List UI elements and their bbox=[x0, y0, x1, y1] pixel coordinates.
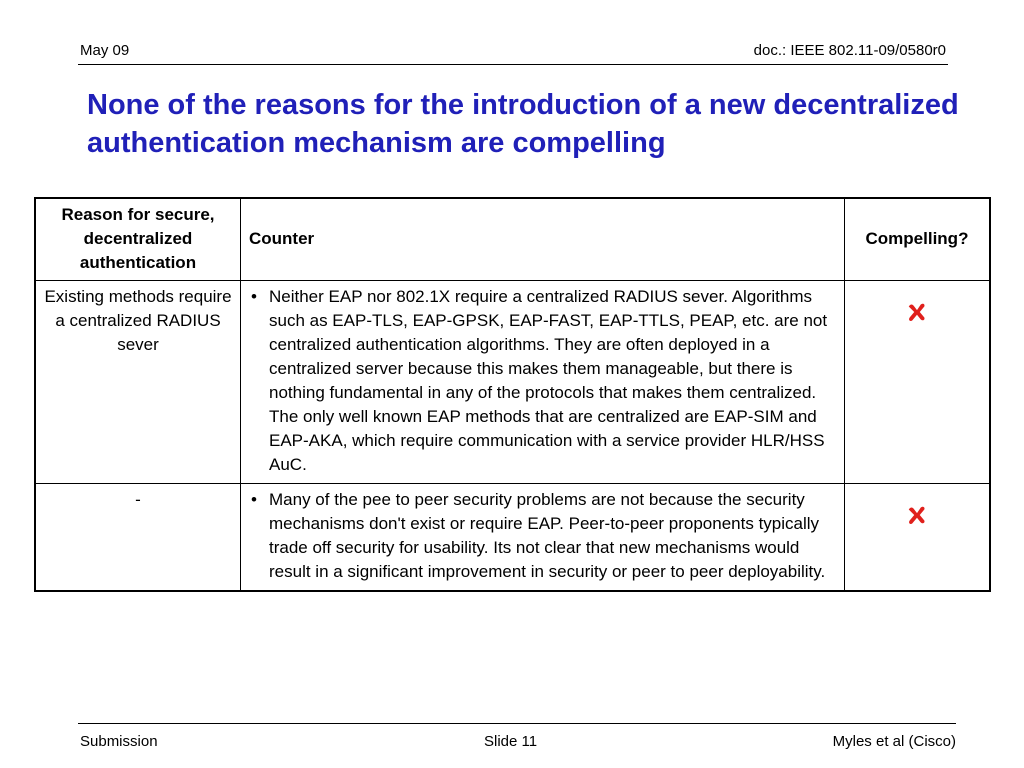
counter-text: Many of the pee to peer security problems are not because the security mechanisms don't exist or require EAP. Peer-to-peer proponents typically trade off security for usability. Its not clear that new mechanisms would result in a significant improvement in security or peer to peer deployability. bbox=[269, 489, 826, 581]
footer-divider bbox=[78, 723, 956, 724]
reasons-table bbox=[34, 197, 991, 592]
cross-mark-icon bbox=[906, 504, 928, 526]
header-date: May 09 bbox=[80, 42, 130, 59]
column-header-counter: Counter bbox=[241, 198, 845, 280]
reason-cell: - bbox=[35, 483, 241, 591]
counter-bullet bbox=[251, 488, 834, 584]
counter-cell bbox=[241, 280, 845, 483]
counter-text: Neither EAP nor 802.1X require a centralized RADIUS sever. Algorithms such as EAP-TLS, EAP-GPSK, EAP-FAST, EAP-TTLS, PEAP, etc. are not centralized authentication algorithms. They are often deployed in a centralized server because this makes them manageable, but there is nothing fundamental in any of the protocols that makes them centralized. The only well known EAP methods that are centralized are EAP-SIM and EAP-AKA, which require communication with a service provider HLR/HSS AuC. bbox=[269, 286, 828, 474]
counter-bullet bbox=[251, 285, 834, 477]
footer-authors: Myles et al (Cisco) bbox=[832, 733, 956, 750]
reason-cell: Existing methods require a centralized RADIUS sever bbox=[35, 280, 241, 483]
compelling-cell bbox=[845, 280, 991, 483]
cross-mark-icon bbox=[906, 301, 928, 323]
column-header-compelling: Compelling? bbox=[845, 198, 991, 280]
footer-submission: Submission bbox=[80, 733, 158, 750]
compelling-cell bbox=[845, 483, 991, 591]
bullet-marker: • bbox=[251, 489, 257, 509]
column-header-reason: Reason for secure, decentralized authentication bbox=[35, 198, 241, 280]
header-divider bbox=[78, 64, 948, 65]
table-header-row bbox=[35, 198, 990, 280]
table-row bbox=[35, 483, 990, 591]
header-doc-id: doc.: IEEE 802.11-09/0580r0 bbox=[753, 42, 946, 59]
bullet-marker: • bbox=[251, 286, 257, 306]
footer-slide-number: Slide 11 bbox=[484, 733, 538, 750]
slide-title: None of the reasons for the introduction of a new decentralized authentication mechanism are compelling bbox=[87, 89, 959, 159]
table-row bbox=[35, 280, 990, 483]
counter-cell bbox=[241, 483, 845, 591]
